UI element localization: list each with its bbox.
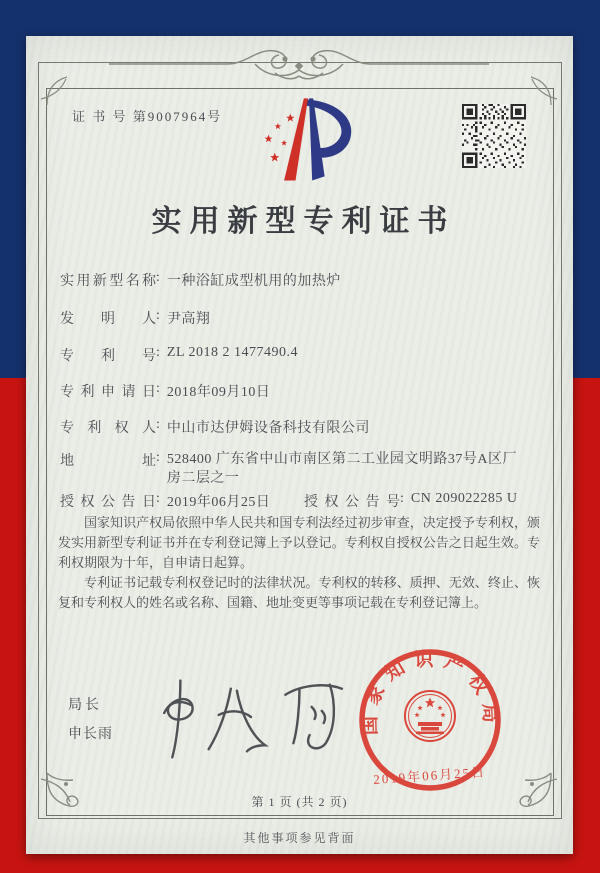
seal-agency-text: 国家知识产权局 [359,649,501,736]
legal-paragraph: 专利证书记载专利权登记时的法律状况。专利权的转移、质押、无效、终止、恢复和专利权人的姓名或名称、国籍、地址变更等事项记载在专利登记簿上。 [58,575,540,610]
field-pair-grant-number [304,491,517,511]
field-label: 专利申请日 [60,385,156,400]
field-label: 地址 [60,454,156,469]
official-seal [342,644,518,802]
back-note: 其他事项参见背面 [243,831,356,845]
field-value: CN 209022285 U [410,491,518,506]
field-colon: : [156,345,160,360]
certificate-number: 证 书 号 第9007964号 [72,109,223,124]
field-row-name [60,270,341,290]
field-colon: : [400,491,404,506]
legal-paragraph: 国家知识产权局依照中华人民共和国专利法经过初步审查，决定授予专利权，颁发实用新型专利证书并在专利登记簿上予以登记。专利权自授权公告之日起生效。专利权期限为十年，自申请日起算。 [58,515,540,570]
certificate-title: 实用新型专利证书 [151,205,456,238]
field-value: 一种浴缸成型机用的加热炉 [166,274,341,289]
field-value: 中山市达伊姆设备科技有限公司 [166,421,370,436]
field-label: 发明人 [60,312,156,327]
issuer-name: 申长雨 [68,727,113,742]
field-colon: : [156,381,160,396]
field-colon: : [156,491,160,506]
field-row-patent-no [60,345,298,365]
field-value: 2018年09月10日 [166,385,271,400]
field-colon: : [156,450,160,465]
field-value: ZL 2018 2 1477490.4 [166,345,298,360]
legal-text [58,513,540,613]
certificate-paper [26,36,573,854]
seal-date: 2019年06月25日 [372,764,487,787]
field-row-patentee [60,417,370,437]
field-colon: : [156,417,160,432]
corner-flourish [515,63,559,107]
field-label: 授权公告日 [60,495,156,510]
logo-red-wedge [284,98,308,180]
field-row-inventor [60,308,210,328]
top-ornament [109,40,489,84]
field-colon: : [156,308,160,323]
qr-code [462,104,526,168]
field-label: 实用新型名称 [60,274,156,289]
field-value: 尹高翔 [166,312,211,327]
field-label: 授权公告号 [304,495,400,510]
national-emblem [405,691,455,741]
field-value: 2019年06月25日 [166,495,271,510]
field-row-filing-date [60,381,270,401]
logo-blue-wedge [309,98,325,180]
cnipa-patent-logo [256,92,360,190]
field-colon: : [156,270,160,285]
issuer-title: 局长 [68,698,102,713]
field-label: 专利号 [60,349,156,364]
field-value: 528400 广东省中山市南区第二工业园文明路37号A区厂房二层之一 [166,452,517,486]
corner-flourish [39,63,83,107]
field-row-grant [60,491,518,511]
field-row-address [60,450,519,488]
page-number: 第 1 页 (共 2 页) [251,795,348,809]
commissioner-signature [142,664,354,776]
field-label: 专利权人 [60,421,156,436]
